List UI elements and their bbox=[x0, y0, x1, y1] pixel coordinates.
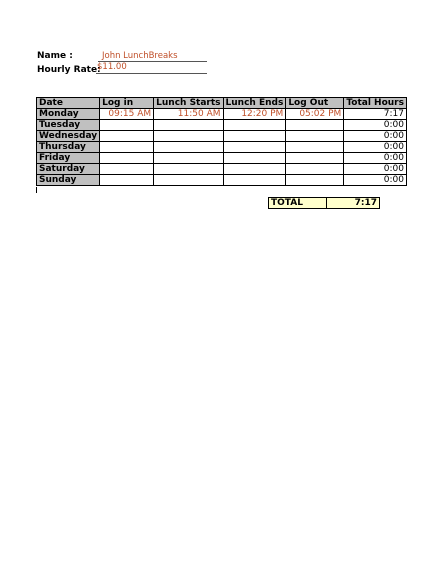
login-cell[interactable] bbox=[100, 131, 154, 142]
day-cell: Wednesday bbox=[37, 131, 100, 142]
table-row bbox=[37, 142, 407, 153]
lunch-start-cell[interactable] bbox=[154, 153, 223, 164]
day-cell: Sunday bbox=[37, 175, 100, 186]
lunch-start-cell[interactable] bbox=[154, 131, 223, 142]
name-label: Name : bbox=[37, 51, 73, 61]
table-row bbox=[37, 109, 407, 120]
lunch-start-cell[interactable] bbox=[154, 164, 223, 175]
lunch-end-cell[interactable] bbox=[223, 175, 286, 186]
login-cell[interactable] bbox=[100, 175, 154, 186]
lunch-end-cell[interactable] bbox=[223, 164, 286, 175]
lunch-end-cell[interactable] bbox=[223, 153, 286, 164]
hourly-rate-value[interactable]: $11.00 bbox=[97, 62, 127, 72]
login-cell[interactable] bbox=[100, 120, 154, 131]
logout-cell[interactable] bbox=[286, 131, 344, 142]
name-value[interactable]: John LunchBreaks bbox=[102, 51, 178, 61]
table-edge-mark bbox=[36, 187, 37, 193]
day-cell: Tuesday bbox=[37, 120, 100, 131]
column-header: Date bbox=[37, 98, 100, 109]
total-label: TOTAL bbox=[269, 198, 327, 209]
total-value: 7:17 bbox=[327, 198, 380, 209]
day-cell: Monday bbox=[37, 109, 100, 120]
total-hours-cell: 0:00 bbox=[344, 153, 407, 164]
header-row bbox=[37, 98, 407, 109]
logout-cell[interactable] bbox=[286, 175, 344, 186]
hourly-rate-label: Hourly Rate: bbox=[37, 65, 101, 75]
total-summary bbox=[268, 197, 380, 209]
table-row bbox=[37, 164, 407, 175]
lunch-end-cell[interactable] bbox=[223, 131, 286, 142]
total-hours-cell: 0:00 bbox=[344, 131, 407, 142]
table-row bbox=[37, 131, 407, 142]
day-cell: Saturday bbox=[37, 164, 100, 175]
total-hours-cell: 0:00 bbox=[344, 164, 407, 175]
lunch-end-cell[interactable] bbox=[223, 120, 286, 131]
lunch-start-cell[interactable] bbox=[154, 175, 223, 186]
day-cell: Thursday bbox=[37, 142, 100, 153]
login-cell[interactable] bbox=[100, 153, 154, 164]
lunch-end-cell[interactable]: 12:20 PM bbox=[223, 109, 286, 120]
table-row bbox=[37, 120, 407, 131]
total-hours-cell: 0:00 bbox=[344, 120, 407, 131]
logout-cell[interactable] bbox=[286, 142, 344, 153]
login-cell[interactable] bbox=[100, 164, 154, 175]
logout-cell[interactable] bbox=[286, 120, 344, 131]
total-hours-cell: 7:17 bbox=[344, 109, 407, 120]
column-header: Log Out bbox=[286, 98, 344, 109]
login-cell[interactable] bbox=[100, 142, 154, 153]
lunch-start-cell[interactable] bbox=[154, 120, 223, 131]
logout-cell[interactable] bbox=[286, 164, 344, 175]
table-row bbox=[37, 153, 407, 164]
lunch-start-cell[interactable] bbox=[154, 142, 223, 153]
rate-underline bbox=[96, 73, 207, 74]
lunch-start-cell[interactable]: 11:50 AM bbox=[154, 109, 223, 120]
login-cell[interactable]: 09:15 AM bbox=[100, 109, 154, 120]
column-header: Lunch Ends bbox=[223, 98, 286, 109]
total-hours-cell: 0:00 bbox=[344, 142, 407, 153]
column-header: Lunch Starts bbox=[154, 98, 223, 109]
table-row bbox=[37, 175, 407, 186]
column-header: Log in bbox=[100, 98, 154, 109]
day-cell: Friday bbox=[37, 153, 100, 164]
logout-cell[interactable] bbox=[286, 153, 344, 164]
total-hours-cell: 0:00 bbox=[344, 175, 407, 186]
logout-cell[interactable]: 05:02 PM bbox=[286, 109, 344, 120]
lunch-end-cell[interactable] bbox=[223, 142, 286, 153]
column-header: Total Hours bbox=[344, 98, 407, 109]
timesheet-table bbox=[36, 97, 407, 186]
